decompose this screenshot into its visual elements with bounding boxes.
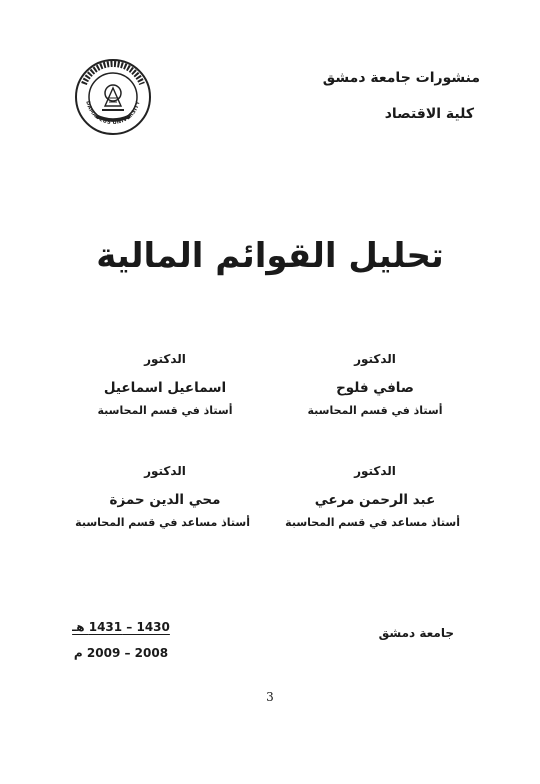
publisher-name: منشورات جامعة دمشق xyxy=(322,70,480,86)
page-number: 3 xyxy=(266,690,274,704)
author-card xyxy=(80,352,250,417)
author-role: الدكتور xyxy=(144,352,186,366)
university-footer: جامعة دمشق xyxy=(378,626,454,640)
author-name: محي الدين حمزة xyxy=(109,492,221,508)
page-title: تحليل القوائم المالية xyxy=(96,236,444,276)
author-role: الدكتور xyxy=(354,352,396,366)
university-logo xyxy=(74,58,152,136)
author-role: الدكتور xyxy=(354,464,396,478)
author-name: عبد الرحمن مرعي xyxy=(314,492,436,508)
author-name: اسماعيل اسماعيل xyxy=(103,380,227,396)
author-role: الدكتور xyxy=(144,464,186,478)
author-position: أستاذ مساعد في قسم المحاسبة xyxy=(75,516,250,529)
author-card xyxy=(285,464,460,529)
author-card xyxy=(75,464,250,529)
author-card xyxy=(290,352,460,417)
hijri-year: 1430 – 1431 هـ xyxy=(72,620,170,634)
damascus-university-seal-icon xyxy=(74,58,152,136)
author-position: أستاذ مساعد في قسم المحاسبة xyxy=(285,516,460,529)
author-position: أستاذ في قسم المحاسبة xyxy=(97,404,233,417)
author-name: صافي فلوح xyxy=(336,380,414,396)
author-position: أستاذ في قسم المحاسبة xyxy=(307,404,443,417)
faculty-name: كلية الاقتصاد xyxy=(384,106,474,122)
gregorian-year: 2008 – 2009 م xyxy=(73,646,169,660)
logo-caption: DAMASCUS UNIVERSITY xyxy=(84,100,142,127)
